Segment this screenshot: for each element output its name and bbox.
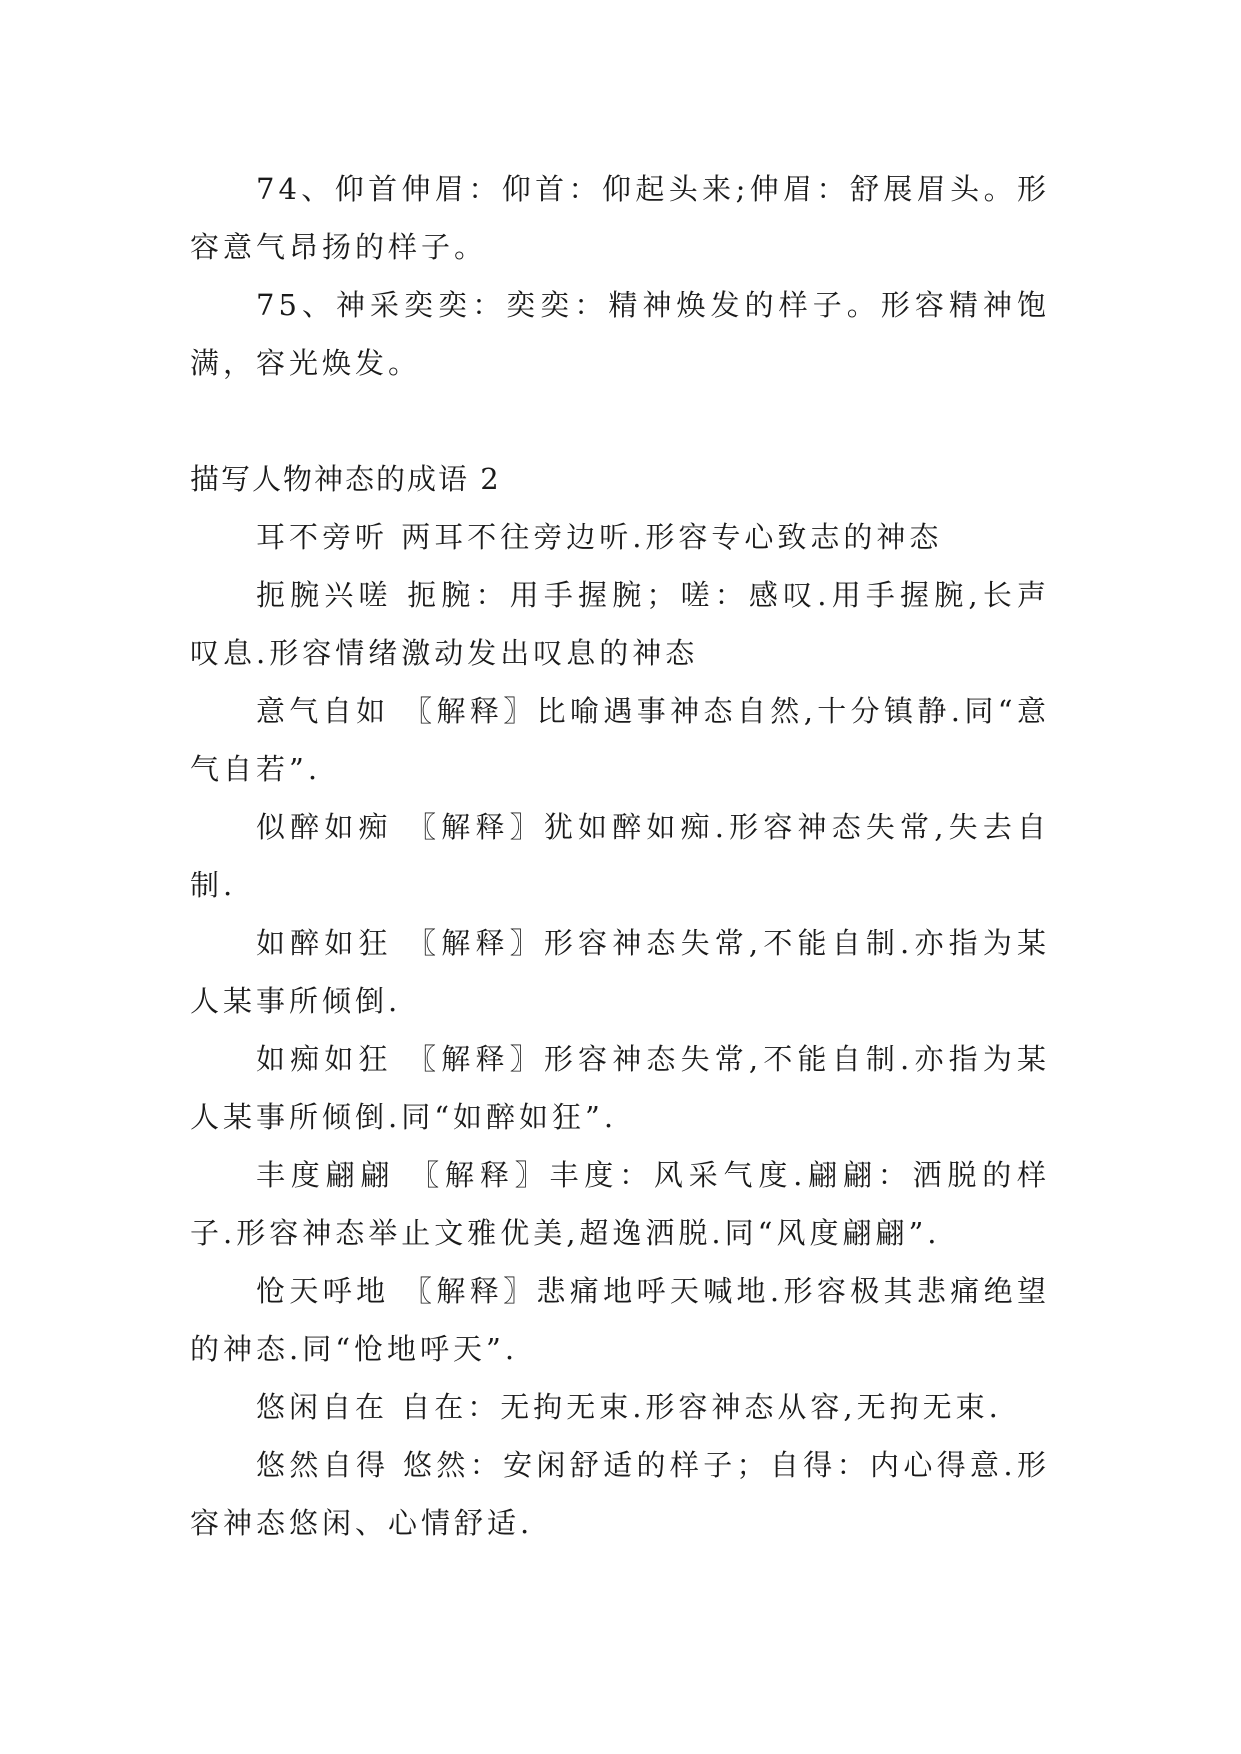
- section-title: 描写人物神态的成语 2: [190, 462, 501, 496]
- idiom-entry: 如痴如狂 〖解释〗形容神态失常,不能自制.亦指为某人某事所倾倒.同“如醉如狂”.: [190, 1042, 1050, 1134]
- idiom-entry: 意气自如 〖解释〗比喻遇事神态自然,十分镇静.同“意气自若”.: [190, 694, 1050, 786]
- idiom-entry: 扼腕兴嗟 扼腕：用手握腕；嗟：感叹.用手握腕,长声叹息.形容情绪激动发出叹息的神态: [190, 578, 1050, 670]
- idiom-entry: 悠然自得 悠然：安闲舒适的样子；自得：内心得意.形容神态悠闲、心情舒适.: [190, 1448, 1050, 1540]
- idiom-entry: 怆天呼地 〖解释〗悲痛地呼天喊地.形容极其悲痛绝望的神态.同“怆地呼天”.: [190, 1274, 1050, 1366]
- paragraph-74: 74、仰首伸眉：仰首：仰起头来;伸眉：舒展眉头。形容意气昂扬的样子。: [190, 172, 1050, 264]
- idiom-entry: 悠闲自在 自在：无拘无束.形容神态从容,无拘无束.: [256, 1390, 1002, 1424]
- section-spacer: [190, 392, 1050, 450]
- idiom-entry: 丰度翩翩 〖解释〗丰度：风采气度.翩翩：洒脱的样子.形容神态举止文雅优美,超逸洒脱.同“风度翩翩”.: [190, 1158, 1050, 1250]
- document-body: [190, 160, 1050, 1552]
- paragraph-75: 75、神采奕奕：奕奕：精神焕发的样子。形容精神饱满，容光焕发。: [190, 288, 1050, 380]
- idiom-entry: 似醉如痴 〖解释〗犹如醉如痴.形容神态失常,失去自制.: [190, 810, 1050, 902]
- idiom-entry: 耳不旁听 两耳不往旁边听.形容专心致志的神态: [256, 520, 943, 554]
- idiom-entry: 如醉如狂 〖解释〗形容神态失常,不能自制.亦指为某人某事所倾倒.: [190, 926, 1050, 1018]
